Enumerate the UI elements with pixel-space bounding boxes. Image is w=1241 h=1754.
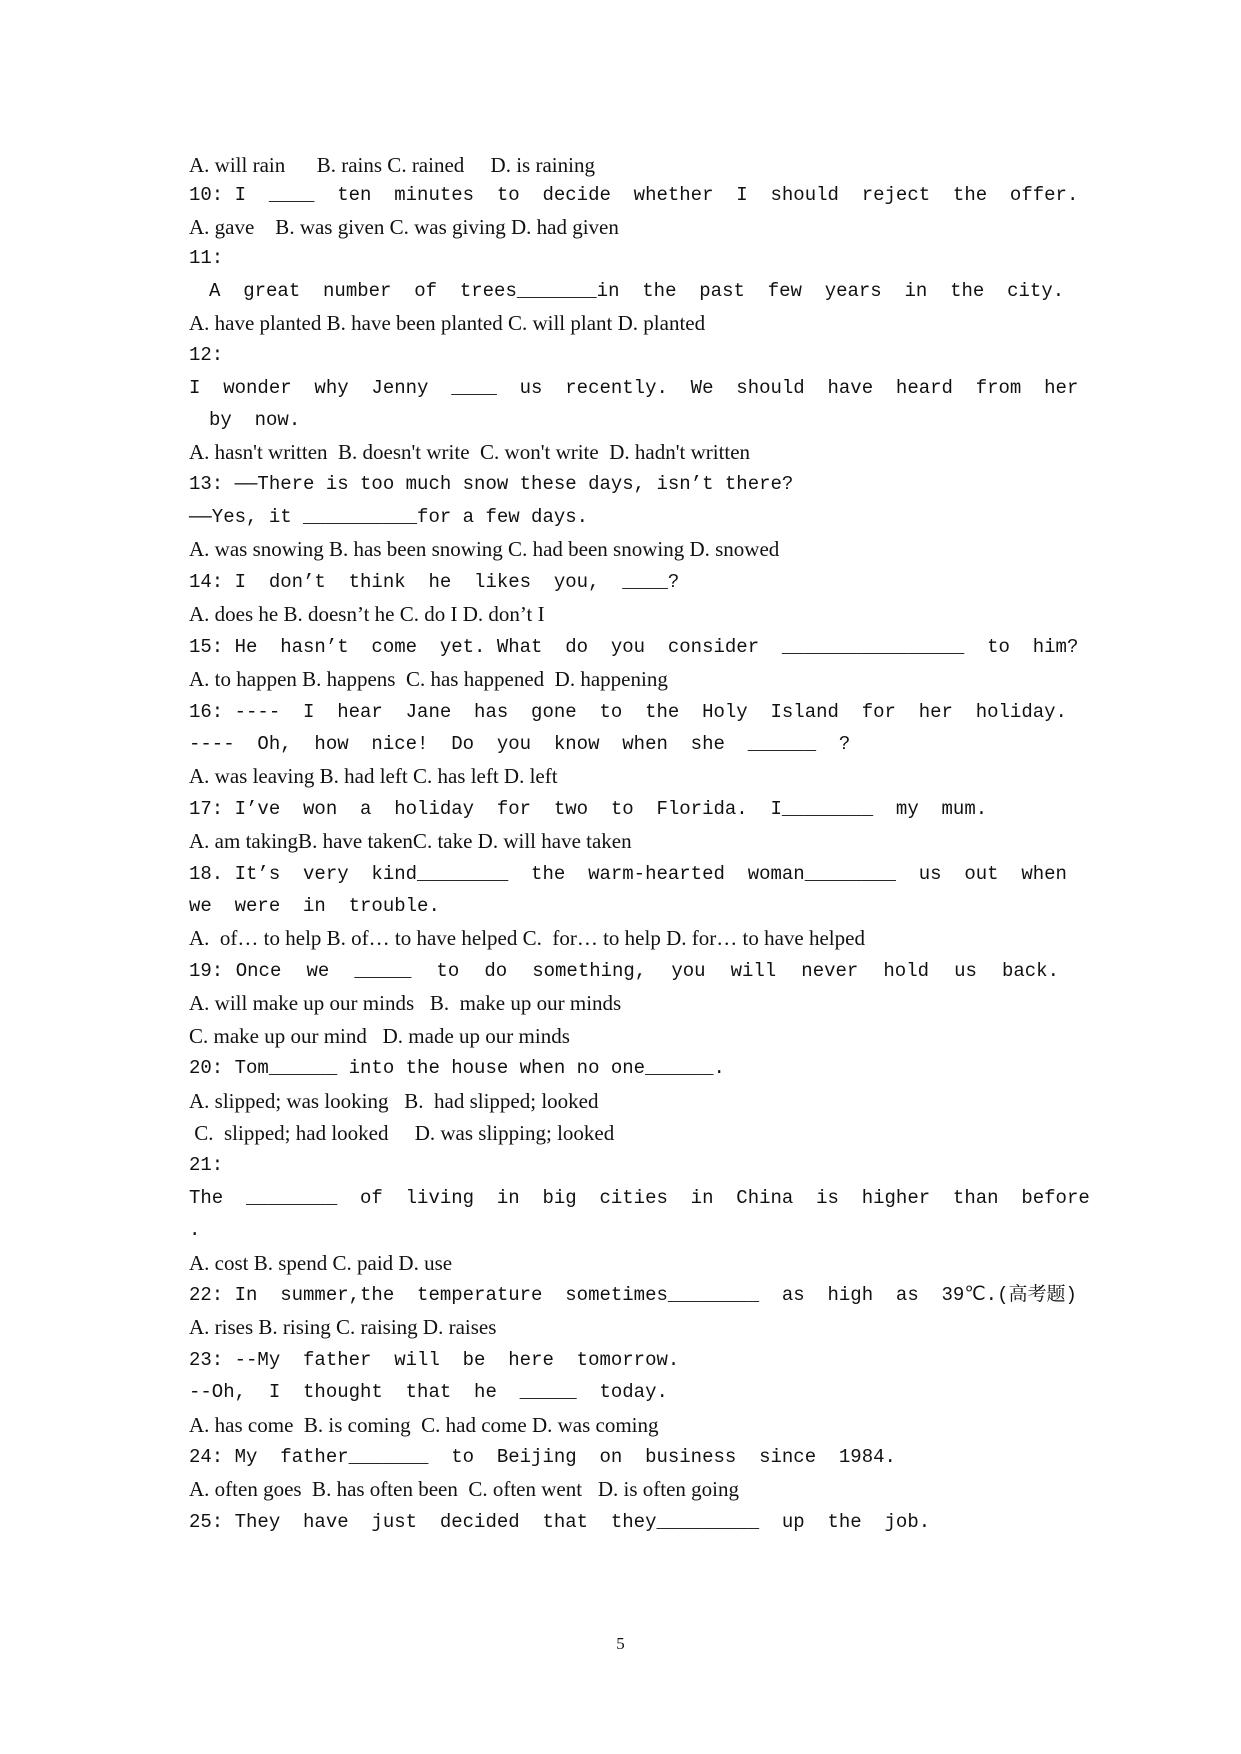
answer-options-16: A. was leaving B. had left C. has left D. left [189,764,558,788]
question-17: 17: I’ve won a holiday for two to Florida. I________ my mum. [189,798,988,820]
question-24: 24: My father_______ to Beijing on business since 1984. [189,1446,896,1468]
answer-options-20-cd: C. slipped; had looked D. was slipping; looked [189,1121,615,1145]
answer-options-11: A. have planted B. have been planted C. will plant D. planted [189,311,706,335]
question-13: 13: ——There is too much snow these days, isn’t there? [189,473,794,495]
answer-options-10: A. gave B. was given C. was giving D. had given [189,215,619,239]
question-21-number: 21: [189,1154,224,1176]
question-23-reply: --Oh, I thought that he _____ today. [189,1381,668,1403]
question-22: 22: In summer,the temperature sometimes________ as high as 39℃.(高考题) [189,1284,1077,1306]
question-21-period: . [189,1219,201,1241]
question-19: 19: Once we _____ to do something, you will never hold us back. [189,960,1059,982]
answer-options-24: A. often goes B. has often been C. often went D. is often going [189,1477,739,1501]
answer-options-21: A. cost B. spend C. paid D. use [189,1251,453,1275]
answer-options-9: A. will rain B. rains C. rained D. is raining [189,153,595,177]
question-12-number: 12: [189,344,224,366]
answer-options-19-cd: C. make up our mind D. made up our minds [189,1024,570,1048]
question-16: 16: ---- I hear Jane has gone to the Holy Island for her holiday. [189,701,1067,723]
answer-options-23: A. has come B. is coming C. had come D. was coming [189,1413,659,1437]
question-12-text: I wonder why Jenny ____ us recently. We should have heard from her [189,377,1079,399]
question-23: 23: --My father will be here tomorrow. [189,1349,680,1371]
answer-options-20-ab: A. slipped; was looking B. had slipped; looked [189,1089,599,1113]
question-13-reply: ——Yes, it __________for a few days. [189,506,589,528]
question-20: 20: Tom______ into the house when no one______. [189,1057,725,1079]
question-10: 10: I ____ ten minutes to decide whether I should reject the offer. [189,184,1079,206]
question-11-number: 11: [189,247,224,269]
answer-options-17: A. am takingB. have takenC. take D. will have taken [189,829,632,853]
question-16-reply: ---- Oh, how nice! Do you know when she ______ ? [189,733,851,755]
question-14: 14: I don’t think he likes you, ____? [189,571,680,593]
answer-options-12: A. hasn't written B. doesn't write C. won't write D. hadn't written [189,440,751,464]
question-18: 18. It’s very kind________ the warm-hearted woman________ us out when [189,863,1067,885]
question-11-text: A great number of trees_______in the past few years in the city. [209,280,1065,302]
answer-options-15: A. to happen B. happens C. has happened D. happening [189,667,668,691]
answer-options-19-ab: A. will make up our minds B. make up our minds [189,991,622,1015]
answer-options-14: A. does he B. doesn’t he C. do I D. don’t I [189,602,545,626]
question-25: 25: They have just decided that they_________ up the job. [189,1511,931,1533]
question-12-text-cont: by now. [209,409,301,431]
answer-options-22: A. rises B. rising C. raising D. raises [189,1315,497,1339]
question-21-text: The ________ of living in big cities in China is higher than before [189,1187,1090,1209]
answer-options-13: A. was snowing B. has been snowing C. had been snowing D. snowed [189,537,780,561]
question-18-cont: we were in trouble. [189,895,440,917]
answer-options-18: A. of… to help B. of… to have helped C. for… to help D. for… to have helped [189,926,865,950]
question-15: 15: He hasn’t come yet. What do you consider ________________ to him? [189,636,1079,658]
page-number: 5 [616,1634,625,1653]
